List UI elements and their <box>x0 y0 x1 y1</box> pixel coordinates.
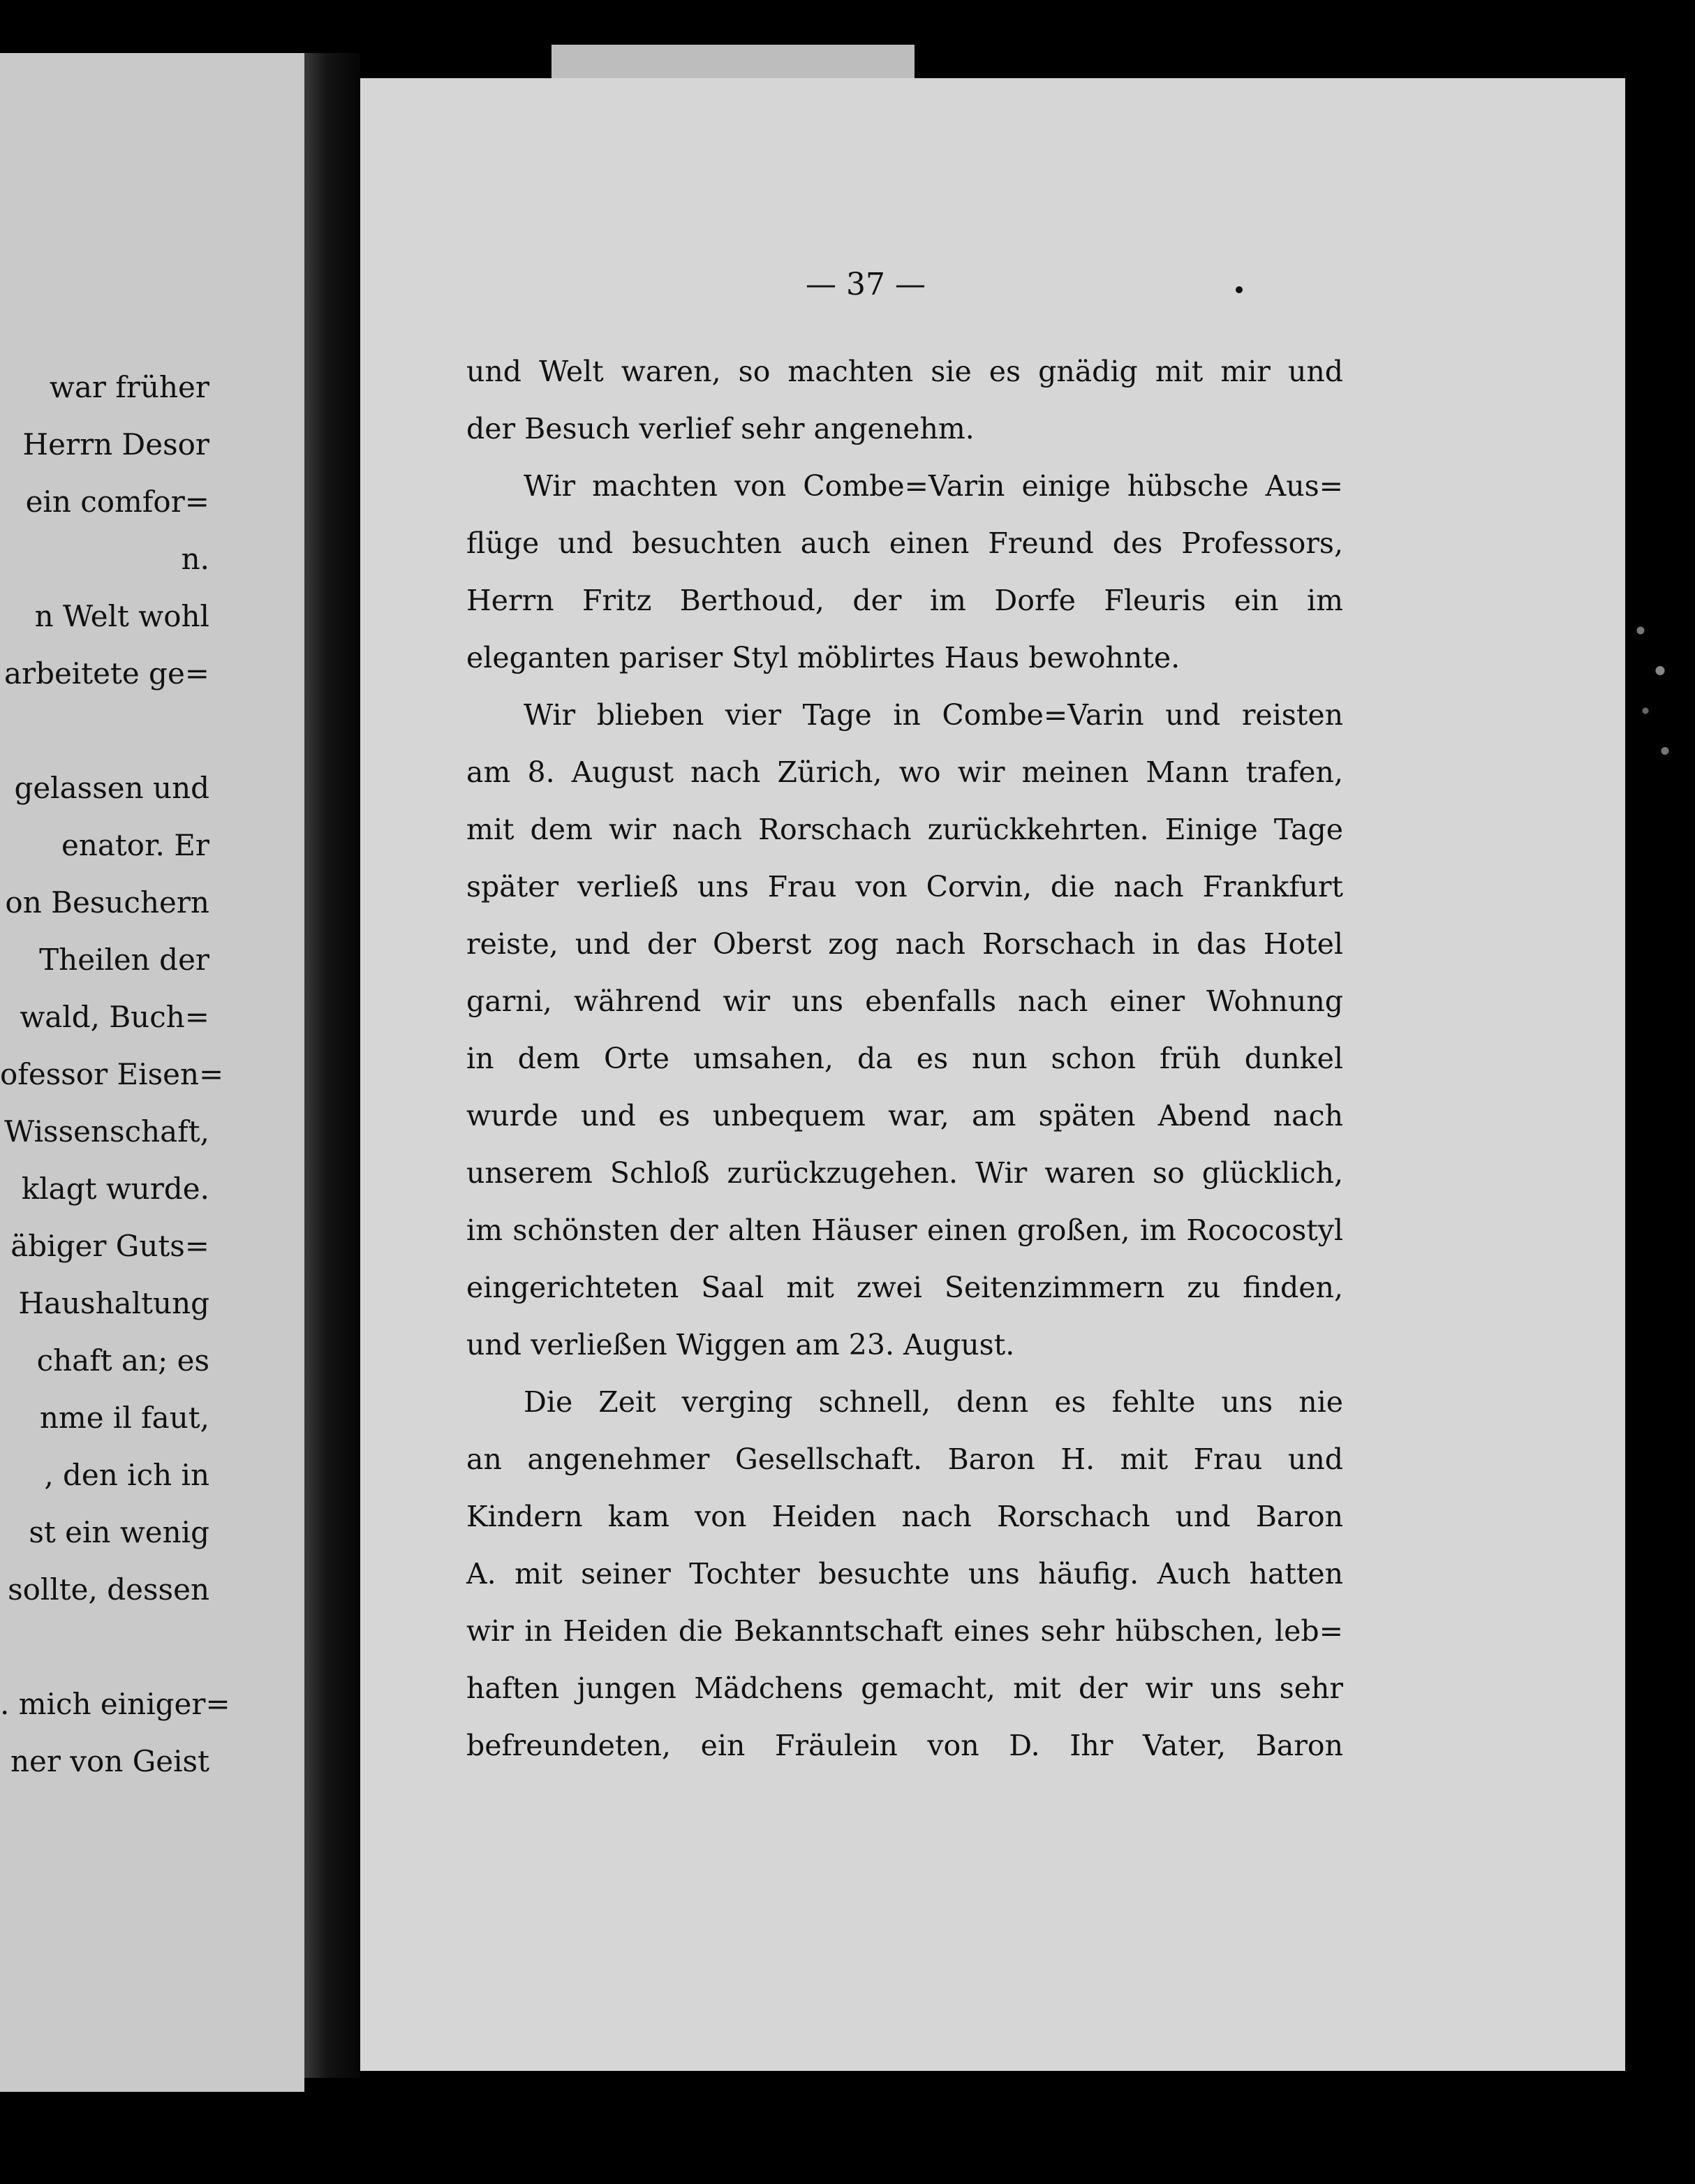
text-line: an angenehmer Gesellschaft. Baron H. mit Frau und <box>466 1443 1343 1476</box>
text-line: haften jungen Mädchens gemacht, mit der wir uns sehr <box>466 1672 1343 1705</box>
left-page-line: , den ich in <box>44 1458 209 1492</box>
text-line: garni, während wir uns ebenfalls nach einer Wohnung <box>466 984 1343 1018</box>
text-line: am 8. August nach Zürich, wo wir meinen Mann trafen, <box>466 755 1343 789</box>
left-page-line: Theilen der <box>39 943 209 977</box>
left-page-line: . mich einiger= <box>0 1687 230 1721</box>
text-line: Kindern kam von Heiden nach Rorschach und Baron <box>466 1500 1343 1533</box>
text-line: Herrn Fritz Berthoud, der im Dorfe Fleuris ein im <box>466 584 1343 617</box>
left-page-line: ner von Geist <box>10 1744 209 1778</box>
text-line: und verließen Wiggen am 23. August. <box>466 1328 1015 1362</box>
left-page-line: sollte, dessen <box>8 1572 209 1607</box>
text-line: und Welt waren, so machten sie es gnädig mit mir und <box>466 355 1343 388</box>
page-tab <box>552 45 915 81</box>
left-page-line: st ein wenig <box>29 1515 209 1549</box>
text-line: unserem Schloß zurückzugehen. Wir waren so glücklich, <box>466 1156 1343 1190</box>
left-page-line: n Welt wohl <box>34 599 209 633</box>
text-line: flüge und besuchten auch einen Freund des Professors, <box>466 526 1343 560</box>
text-line: wurde und es unbequem war, am späten Abend nach <box>466 1099 1343 1132</box>
left-page-line: Wissenschaft, <box>4 1114 209 1149</box>
book-gutter <box>304 53 360 2078</box>
text-line: wir in Heiden die Bekanntschaft eines sehr hübschen, leb= <box>466 1614 1343 1648</box>
text-line: A. mit seiner Tochter besuchte uns häufig. Auch hatten <box>466 1557 1343 1591</box>
left-page-line: arbeitete ge= <box>3 656 209 691</box>
left-page-line: ofessor Eisen= <box>0 1057 224 1091</box>
left-page-line: wald, Buch= <box>20 1000 209 1034</box>
text-line: im schönsten der alten Häuser einen großen, im Rococostyl <box>466 1213 1343 1247</box>
left-page-line: chaft an; es <box>36 1343 209 1378</box>
left-page-line: enator. Er <box>61 828 209 862</box>
text-line: Die Zeit verging schnell, denn es fehlte uns nie <box>524 1385 1343 1419</box>
left-page-line: ein comfor= <box>25 485 209 519</box>
scan-specks <box>1631 614 1680 775</box>
left-page-line: on Besuchern <box>5 885 209 920</box>
left-page-line: äbiger Guts= <box>10 1229 209 1263</box>
text-line: befreundeten, ein Fräulein von D. Ihr Vater, Baron <box>466 1729 1343 1762</box>
text-line: Wir machten von Combe=Varin einige hübsche Aus= <box>524 469 1343 503</box>
text-line: später verließ uns Frau von Corvin, die nach Frankfurt <box>466 870 1343 903</box>
left-page-line: war früher <box>49 370 209 404</box>
text-line: Wir blieben vier Tage in Combe=Varin und reisten <box>524 698 1343 732</box>
left-page-line: n. <box>181 542 209 576</box>
left-page-line: Herrn Desor <box>22 427 209 462</box>
text-line: eingerichteten Saal mit zwei Seitenzimmern zu finden, <box>466 1271 1343 1304</box>
ink-dot <box>1236 286 1243 293</box>
text-line: der Besuch verlief sehr angenehm. <box>466 412 975 445</box>
text-line: in dem Orte umsahen, da es nun schon früh dunkel <box>466 1042 1343 1075</box>
left-page-line: klagt wurde. <box>21 1172 209 1206</box>
text-line: reiste, und der Oberst zog nach Rorschach in das Hotel <box>466 927 1343 961</box>
left-page-line: nme il faut, <box>39 1401 209 1435</box>
left-page-line: Haushaltung <box>18 1286 209 1320</box>
left-page-line: gelassen und <box>14 771 209 805</box>
text-line: eleganten pariser Styl möblirtes Haus bewohnte. <box>466 641 1180 674</box>
page-number: — 37 — <box>806 267 926 302</box>
text-line: mit dem wir nach Rorschach zurückkehrten. Einige Tage <box>466 813 1343 846</box>
